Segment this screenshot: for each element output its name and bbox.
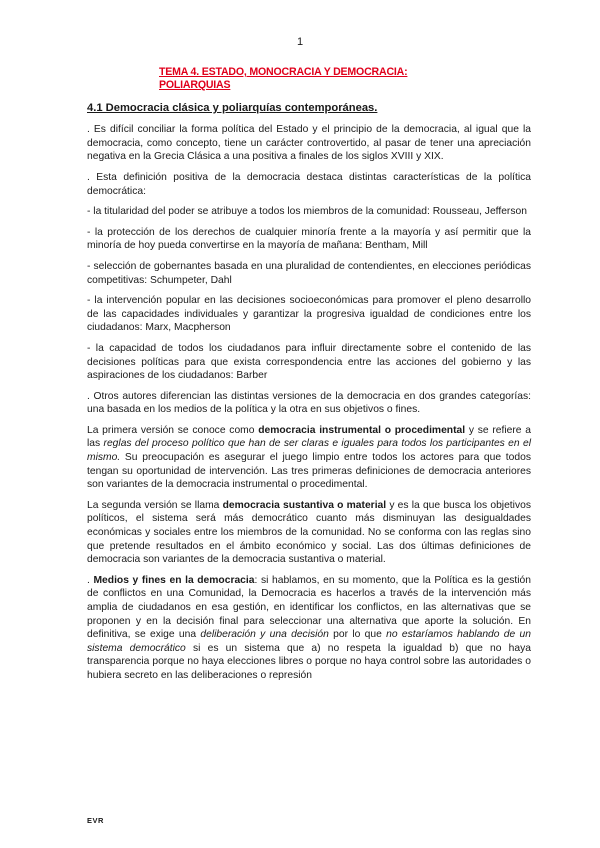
chapter-title-line-2: POLIARQUIAS [159, 78, 231, 91]
document-body [87, 66, 531, 683]
text-run: . [87, 574, 94, 586]
list-item-seleccion: - selección de gobernantes basada en una pluralidad de contendientes, en elecciones periódicas competitivas: Schumpeter, Dahl [87, 260, 531, 286]
text-run: y es la que busca los objetivos políticos, el sistema será más democrático cuanto más disminuyan las desigualdades económicas y sociales entre los miembros de la comunidad. No se conforma con las reglas sino que pretende resultados en el ámbito económico y social. Las dos últimas definiciones de democracia son variantes de la democracia sustantiva o material. [87, 499, 531, 566]
emphasis-no-democratico: no estaríamos hablando de un sistema democrático [87, 629, 532, 654]
term-democracia-instrumental: democracia instrumental o procedimental [258, 424, 466, 436]
text-run: por lo que [328, 629, 387, 641]
term-democracia-sustantiva: democracia sustantiva o material [222, 499, 387, 511]
text-run: : si hablamos, en su momento, que la Política es la gestión de conflictos en una Comunidad, la Democracia es hacerlos a través de la intervención más amplia de ciudadanos en esa gestión, en identificar los conflictos, en las alternativas que se proponen y en la decisión final para seleccionar una alternativa que aporte la solución. En definitiva, se exige una [87, 574, 532, 641]
page-number: 1 [296, 36, 304, 48]
text-run: Su preocupación es asegurar el juego limpio entre todos los actores para que todos tengan su oportunidad de intervención. Las tres primeras definiciones de democracia anteriores son variantes de la democracia instrumental o procedimental. [87, 452, 531, 491]
text-run: La primera versión se conoce como [87, 424, 259, 436]
section-title: 4.1 Democracia clásica y poliarquías contemporáneas. [87, 101, 378, 114]
paragraph-intro: . Es difícil conciliar la forma política del Estado y el principio de la democracia, al igual que la democracia, como concepto, tiene un carácter controvertido, al pasar de tener una apreciación negativa en la Grecia Clásica a una positiva a finales de los siglos XVIII y XIX. [87, 124, 531, 163]
paragraph-democracia-instrumental [87, 424, 531, 492]
paragraph-democracia-sustantiva [87, 499, 531, 567]
list-item-titularidad: - la titularidad del poder se atribuye a todos los miembros de la comunidad: Rousseau, Jefferson [87, 206, 527, 218]
list-item-intervencion: - la intervención popular en las decisiones socioeconómicas para promover el pleno desarrollo de las capacidades individuales y garantizar la progresiva igualdad de condiciones entre los ciudadanos: Marx, Macpherson [87, 295, 531, 334]
text-run: y se refiere a las [87, 424, 531, 450]
text-run: La segunda versión se llama [87, 499, 223, 511]
text-run: si es un sistema que a) no respeta la igualdad b) que no haya transparencia porque no haya elecciones libres o porque no haya control sobre las autoridades o hubiera secreto en las deliberaciones o represión [87, 642, 531, 681]
list-item-capacidad: - la capacidad de todos los ciudadanos para influir directamente sobre el contenido de las decisiones políticas para que exista correspondencia entre las acciones del gobierno y las aspiraciones de los ciudadanos: Barber [87, 342, 531, 382]
footer-initials: EVR [87, 816, 104, 825]
chapter-title-line-1: TEMA 4. ESTADO, MONOCRACIA Y DEMOCRACIA: [159, 66, 408, 78]
paragraph-otros-autores: . Otros autores diferencian las distintas versiones de la democracia en dos grandes categorías: una basada en los medios de la política y la otra en sus objetivos o fines. [87, 390, 531, 416]
paragraph-positive-definition: . Esta definición positiva de la democracia destaca distintas características de la política democrática: [87, 171, 531, 197]
emphasis-deliberacion: deliberación y una decisión [200, 629, 329, 641]
paragraph-medios-y-fines [87, 574, 531, 683]
emphasis-reglas: reglas del proceso político que han de ser claras e iguales para todos los participantes en el mismo. [87, 438, 531, 464]
list-item-proteccion: - la protección de los derechos de cualquier minoría frente a la mayoría y así permitir que la minoría de hoy pueda convertirse en la mayoría de mañana: Bentham, Mill [87, 226, 531, 252]
chapter-title [159, 66, 531, 92]
term-medios-y-fines: Medios y fines en la democracia [93, 574, 255, 586]
